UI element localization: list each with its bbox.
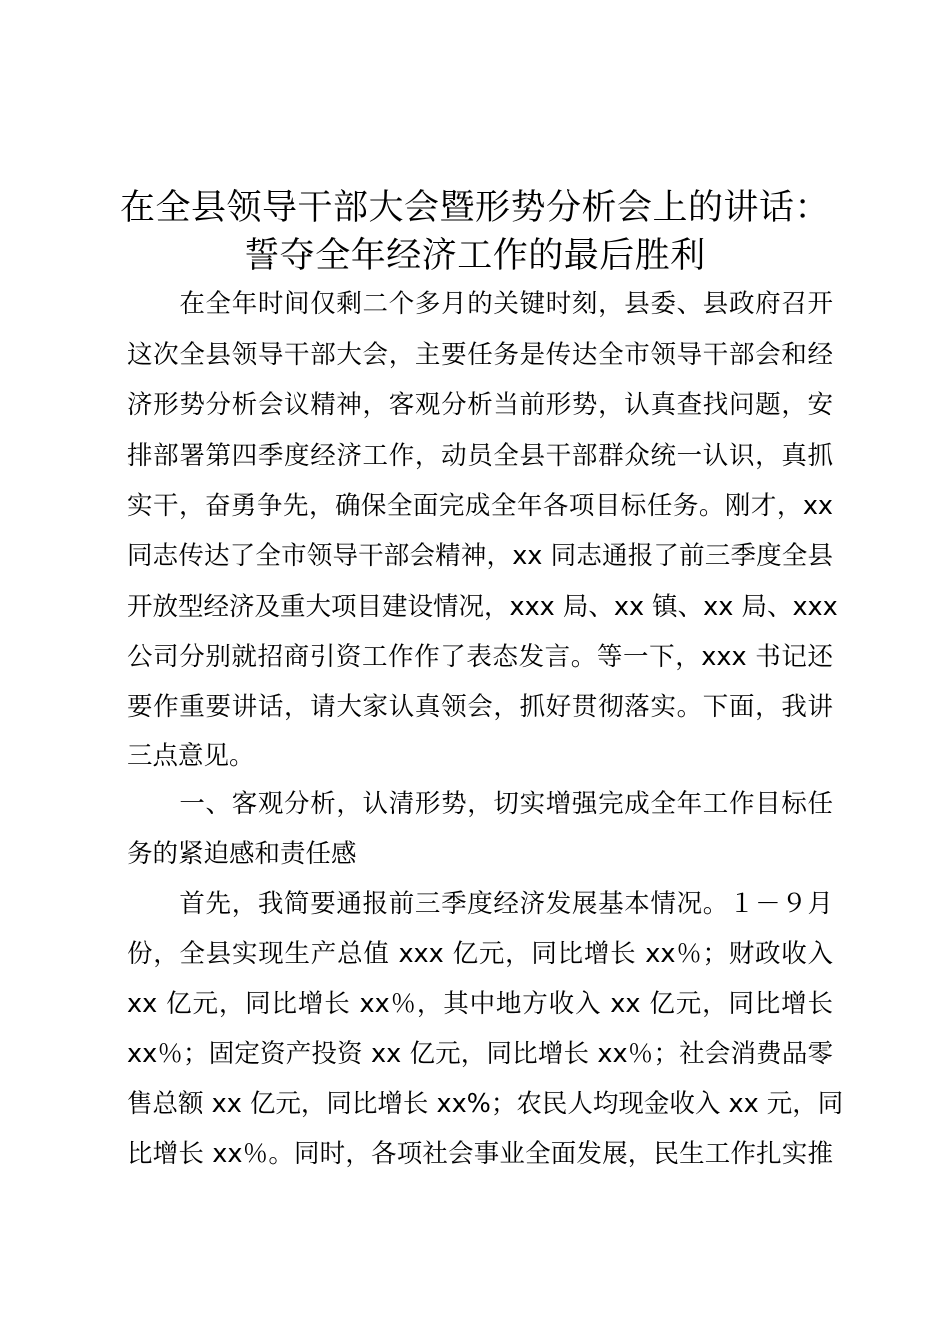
body-text-line: xx 亿元，同比增长 xx％，其中地方收入 xx 亿元，同比增长 — [127, 989, 833, 1019]
body-text-line: 在全年时间仅剩二个多月的关键时刻，县委、县政府召开 — [127, 289, 833, 319]
body-text-line: xx％；固定资产投资 xx 亿元，同比增长 xx％；社会消费品零 — [127, 1039, 833, 1069]
body-text-line: 比增长 xx％。同时，各项社会事业全面发展，民生工作扎实推 — [127, 1139, 833, 1169]
body-text-line: 济形势分析会议精神，客观分析当前形势，认真查找问题，安 — [127, 390, 833, 420]
body-text-line: 排部署第四季度经济工作，动员全县干部群众统一认识，真抓 — [127, 441, 833, 471]
body-text-line: 份，全县实现生产总值 xxx 亿元，同比增长 xx％；财政收入 — [127, 939, 833, 969]
section-heading-line: 务的紧迫感和责任感 — [127, 839, 357, 869]
body-text-line: 售总额 xx 亿元，同比增长 xx%；农民人均现金收入 xx 元，同 — [127, 1089, 844, 1119]
body-text-line: 首先，我简要通报前三季度经济发展基本情况。１－９月 — [127, 889, 833, 919]
body-text-line: 开放型经济及重大项目建设情况，xxx 局、xx 镇、xx 局、xxx — [127, 592, 838, 622]
body-text-line: 实干，奋勇争先，确保全面完成全年各项目标任务。刚才，xx — [127, 491, 833, 521]
body-text-line: 这次全县领导干部大会，主要任务是传达全市领导干部会和经 — [127, 340, 833, 370]
body-text-line: 要作重要讲话，请大家认真领会，抓好贯彻落实。下面，我讲 — [127, 692, 833, 722]
body-text-line: 公司分别就招商引资工作作了表态发言。等一下，xxx 书记还 — [127, 642, 833, 672]
document-title-line-1: 在全县领导干部大会暨形势分析会上的讲话： — [119, 188, 830, 228]
document-title-line-2: 誓夺全年经济工作的最后胜利 — [244, 236, 706, 276]
body-text-line: 三点意见。 — [127, 741, 255, 771]
body-text-line: 同志传达了全市领导干部会精神，xx 同志通报了前三季度全县 — [127, 541, 833, 571]
section-heading-line: 一、客观分析，认清形势，切实增强完成全年工作目标任 — [127, 789, 833, 819]
